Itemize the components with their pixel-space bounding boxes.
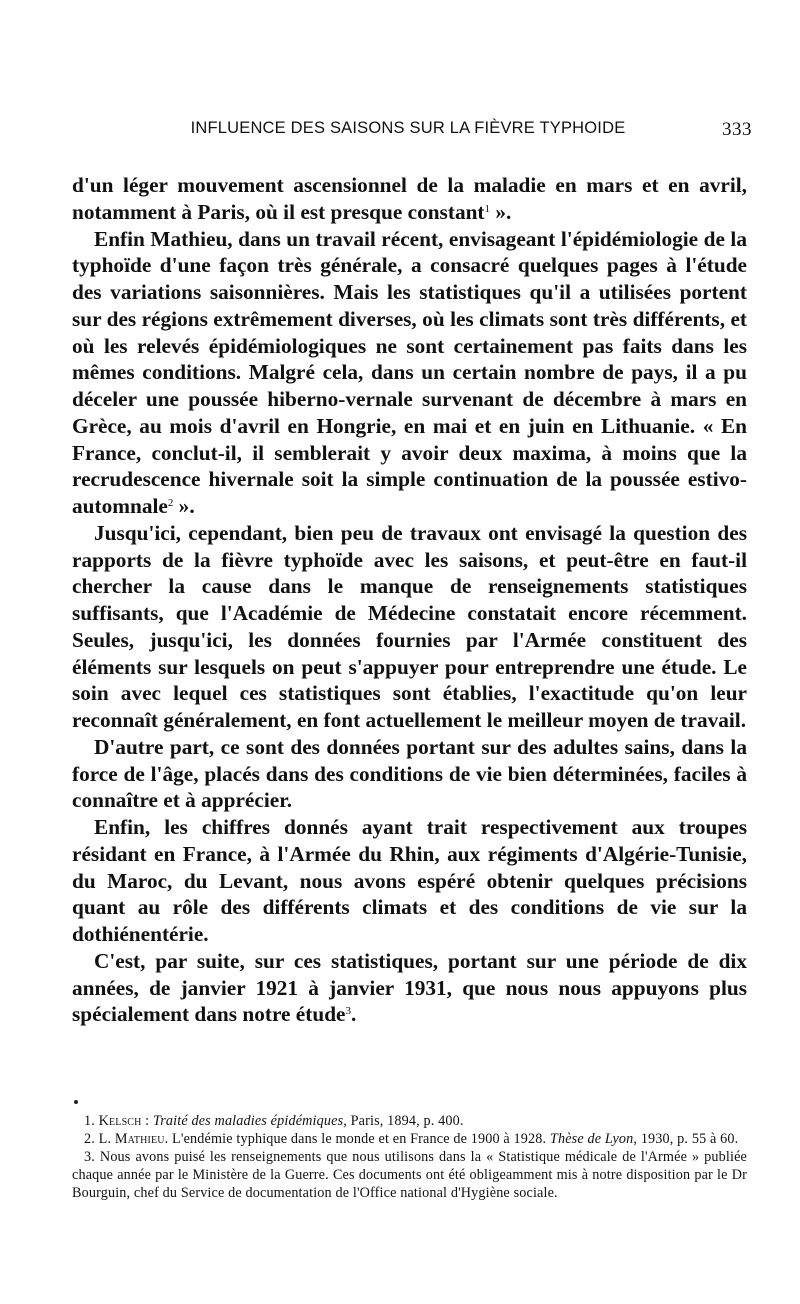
footnote: 3. Nous avons puisé les renseignements que nous utilisons dans la « Statistique médicale de l'Armée » publiée chaque année par le Ministère de la Guerre. Ces documents ont été obligeamment mis à notre disposition par le Dr Bourguin, chef du Service de documentation de l'Office national d'Hygiène sociale.	[72, 1149, 747, 1201]
footnote-ref: 3	[345, 1005, 351, 1018]
page-number: 333	[722, 119, 752, 140]
paragraph: d'un léger mouvement ascensionnel de la maladie en mars et en avril, notamment à Paris, où il est presque constant$^1$ ».	[72, 173, 747, 224]
footnote-title: Thèse de Lyon	[549, 1131, 634, 1147]
footnote: 2. L. Mathieu. L'endémie typhique dans le monde et en France de 1900 à 1928. Thèse de Lyon, 1930, p. 55 à 60.	[84, 1131, 739, 1147]
paragraph: C'est, par suite, sur ces statistiques, portant sur une période de dix années, de janvier 1921 à janvier 1931, que nous nous appuyons plus spécialement dans notre étude$^3$.	[72, 948, 747, 1027]
running-title: INFLUENCE DES SAISONS SUR LA FIÈVRE TYPHOIDE	[190, 119, 626, 137]
footnote-title: Traité des maladies épidémiques	[152, 1113, 344, 1129]
paragraph: D'autre part, ce sont des données portant sur des adultes sains, dans la force de l'âge, placés dans des conditions de vie bien déterminées, faciles à connaître et à apprécier.	[72, 734, 747, 813]
footnote-marker-dot	[74, 1100, 78, 1104]
footnote-author: Kelsch	[98, 1113, 142, 1129]
footnotes	[72, 1112, 747, 1202]
footnote-author: L. Mathieu	[98, 1131, 165, 1147]
paragraph: Enfin, les chiffres donnés ayant trait respectivement aux troupes résidant en France, à l'Armée du Rhin, aux régiments d'Algérie-Tunisie, du Maroc, du Levant, nous avons espéré obtenir quelques précisions quant au rôle des différents climats et des conditions de vie sur la dothiénentérie.	[72, 815, 747, 946]
footnote-ref: 2	[167, 497, 174, 509]
running-header	[148, 119, 752, 147]
paragraph: Enfin Mathieu, dans un travail récent, envisageant l'épidémiologie de la typhoïde d'une façon très générale, a consacré quelques pages à l'étude des variations saisonnières. Mais les statistiques qu'il a utilisées portent sur des régions extrêmement diverses, où les climats sont très différents, et où les relevés épidémiologiques ne sont certainement pas faits dans les mêmes conditions. Malgré cela, dans un certain nombre de pays, il a pu déceler une poussée hiberno-vernale survenant de décembre à mars en Grèce, au mois d'avril en Hongrie, en mai et en juin en Lithuanie. « En France, conclut-il, il semblerait y avoir deux maxima, à moins que la recrudescence hivernale soit la simple continuation de la poussée estivo-automnale$^2$ ».	[72, 226, 747, 518]
footnote-ref: 1	[484, 202, 491, 215]
paragraph: Jusqu'ici, cependant, bien peu de travaux ont envisagé la question des rapports de la fièvre typhoïde avec les saisons, et peut-être en faut-il chercher la cause dans le manque de renseignements statistiques suffisants, que l'Académie de Médecine constatait encore récemment. Seules, jusqu'ici, les données fournies par l'Armée constituent des éléments sur lesquels on peut s'appuyer pour entreprendre une étude. Le soin avec lequel ces statistiques sont établies, l'exactitude qu'on leur reconnaît généralement, en font actuellement le meilleur moyen de travail.	[72, 520, 747, 732]
body-text	[72, 172, 747, 1028]
footnote: 1. Kelsch : Traité des maladies épidémiques, Paris, 1894, p. 400.	[84, 1113, 464, 1129]
